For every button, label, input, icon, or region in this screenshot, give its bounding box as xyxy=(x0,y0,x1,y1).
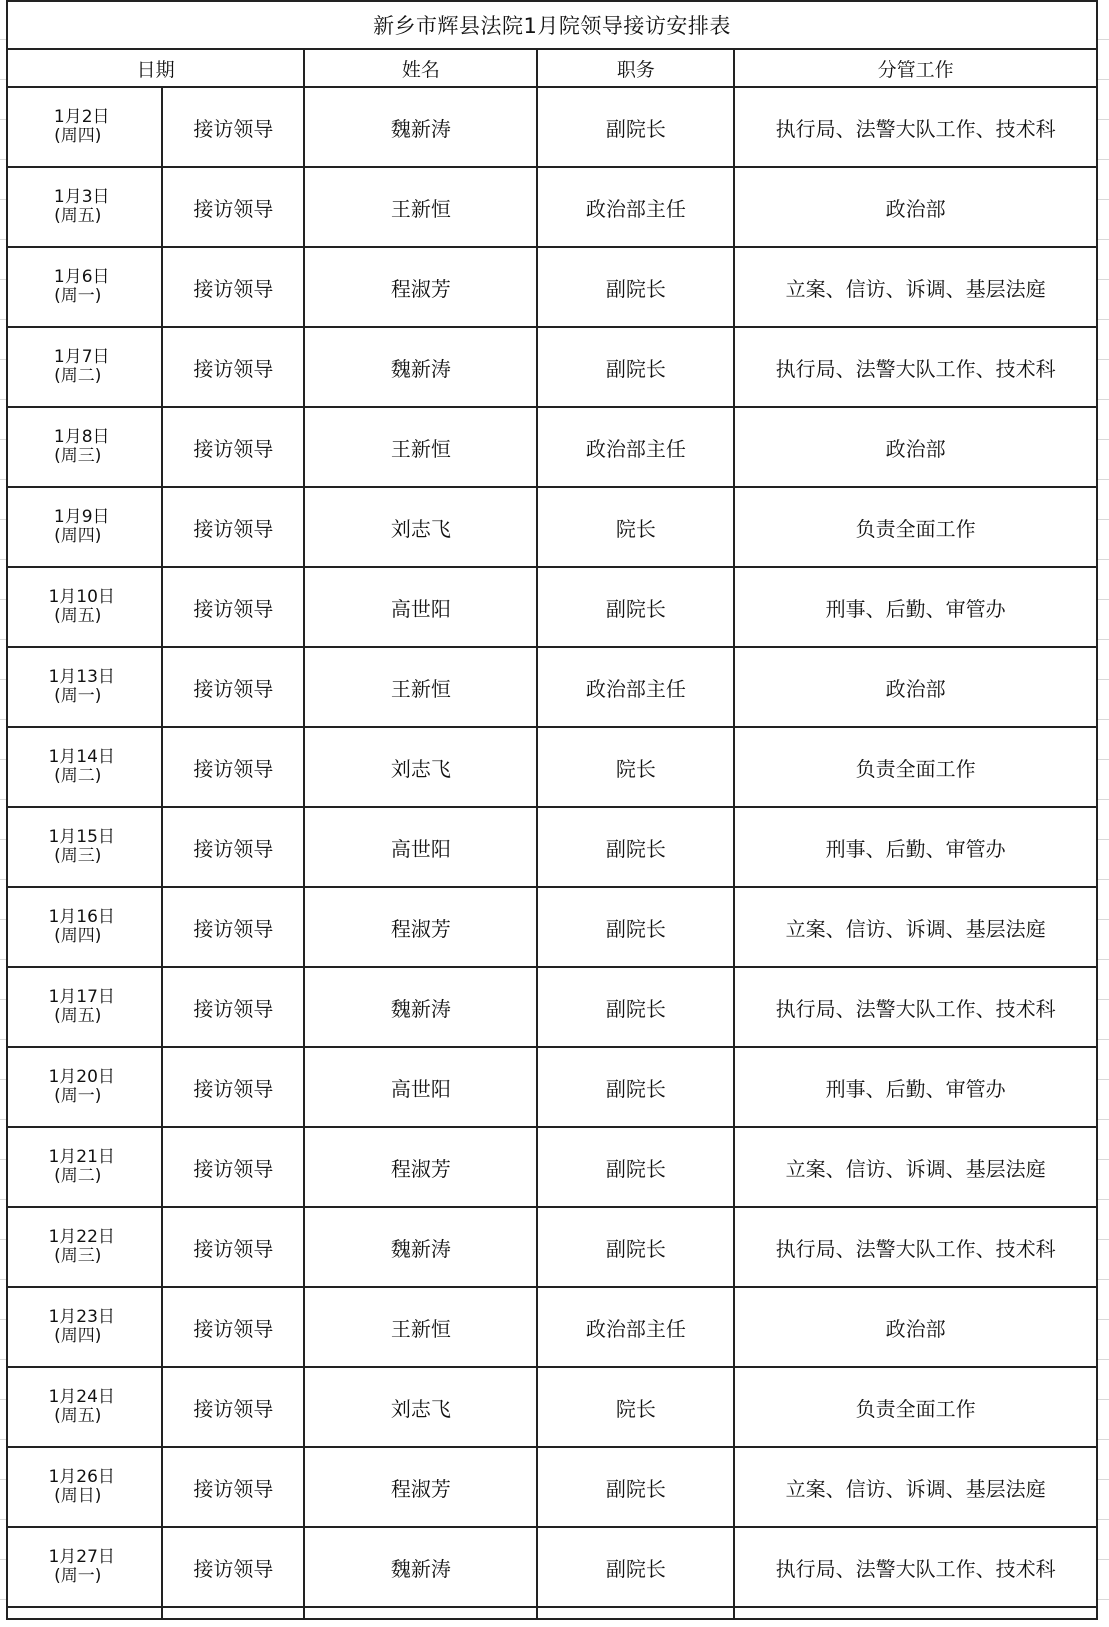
position-cell: 副院长 xyxy=(537,327,734,407)
date-text: 1月7日 xyxy=(53,347,110,367)
date-cell xyxy=(7,1527,162,1607)
name-cell: 刘志飞 xyxy=(304,487,537,567)
weekday-text: (周二) xyxy=(54,766,102,786)
weekday-text: (周四) xyxy=(54,526,102,546)
date-cell xyxy=(7,967,162,1047)
position-cell: 副院长 xyxy=(537,807,734,887)
weekday-text: (周五) xyxy=(54,1006,102,1026)
table-title: 新乡市辉县法院1月院领导接访安排表 xyxy=(7,1,1097,49)
duties-cell: 执行局、法警大队工作、技术科 xyxy=(734,327,1097,407)
duties-cell: 政治部 xyxy=(734,1287,1097,1367)
duties-cell: 刑事、后勤、审管办 xyxy=(734,567,1097,647)
date-text: 1月10日 xyxy=(48,587,115,607)
date-cell xyxy=(7,1367,162,1447)
role-cell: 接访领导 xyxy=(162,167,304,247)
date-text: 1月22日 xyxy=(48,1227,115,1247)
duties-cell: 政治部 xyxy=(734,407,1097,487)
weekday-text: (周二) xyxy=(54,1166,102,1186)
date-text: 1月8日 xyxy=(53,427,110,447)
date-text: 1月15日 xyxy=(48,827,115,847)
name-cell: 程淑芳 xyxy=(304,1447,537,1527)
table-row xyxy=(7,1527,1097,1607)
date-cell xyxy=(7,807,162,887)
duties-cell: 执行局、法警大队工作、技术科 xyxy=(734,87,1097,167)
table-row xyxy=(7,807,1097,887)
position-cell: 副院长 xyxy=(537,1127,734,1207)
position-cell: 政治部主任 xyxy=(537,647,734,727)
duties-cell: 负责全面工作 xyxy=(734,727,1097,807)
table-row xyxy=(7,1127,1097,1207)
role-cell: 接访领导 xyxy=(162,1127,304,1207)
role-cell: 接访领导 xyxy=(162,87,304,167)
name-cell: 魏新涛 xyxy=(304,967,537,1047)
table-row xyxy=(7,407,1097,487)
name-cell: 王新恒 xyxy=(304,167,537,247)
weekday-text: (周四) xyxy=(54,926,102,946)
weekday-text: (周二) xyxy=(54,366,102,386)
duties-cell: 立案、信访、诉调、基层法庭 xyxy=(734,1127,1097,1207)
weekday-text: (周五) xyxy=(54,1406,102,1426)
duties-cell: 执行局、法警大队工作、技术科 xyxy=(734,967,1097,1047)
name-cell: 王新恒 xyxy=(304,647,537,727)
duties-cell: 刑事、后勤、审管办 xyxy=(734,1047,1097,1127)
date-text: 1月20日 xyxy=(48,1067,115,1087)
date-text: 1月13日 xyxy=(48,667,115,687)
name-cell: 刘志飞 xyxy=(304,727,537,807)
date-text: 1月23日 xyxy=(48,1307,115,1327)
weekday-text: (周日) xyxy=(54,1486,102,1506)
table-row xyxy=(7,727,1097,807)
weekday-text: (周一) xyxy=(54,1566,102,1586)
table-row xyxy=(7,567,1097,647)
trailing-row xyxy=(7,1607,1097,1619)
weekday-text: (周一) xyxy=(54,686,102,706)
role-cell: 接访领导 xyxy=(162,1047,304,1127)
duties-cell: 立案、信访、诉调、基层法庭 xyxy=(734,1447,1097,1527)
date-cell xyxy=(7,1447,162,1527)
duties-cell: 政治部 xyxy=(734,647,1097,727)
position-cell: 副院长 xyxy=(537,967,734,1047)
header-name: 姓名 xyxy=(304,49,537,87)
name-cell: 高世阳 xyxy=(304,1047,537,1127)
date-text: 1月26日 xyxy=(48,1467,115,1487)
weekday-text: (周三) xyxy=(54,446,102,466)
date-cell xyxy=(7,327,162,407)
date-cell xyxy=(7,567,162,647)
schedule-rows xyxy=(7,87,1097,1607)
weekday-text: (周三) xyxy=(54,846,102,866)
table-row xyxy=(7,87,1097,167)
title-row xyxy=(7,1,1097,49)
name-cell: 程淑芳 xyxy=(304,887,537,967)
table-row xyxy=(7,1447,1097,1527)
position-cell: 院长 xyxy=(537,1367,734,1447)
role-cell: 接访领导 xyxy=(162,727,304,807)
name-cell: 魏新涛 xyxy=(304,1527,537,1607)
duties-cell: 立案、信访、诉调、基层法庭 xyxy=(734,887,1097,967)
date-text: 1月6日 xyxy=(53,267,110,287)
name-cell: 魏新涛 xyxy=(304,1207,537,1287)
date-cell xyxy=(7,167,162,247)
name-cell: 高世阳 xyxy=(304,567,537,647)
weekday-text: (周三) xyxy=(54,1246,102,1266)
table-row xyxy=(7,247,1097,327)
position-cell: 政治部主任 xyxy=(537,167,734,247)
role-cell: 接访领导 xyxy=(162,327,304,407)
role-cell: 接访领导 xyxy=(162,487,304,567)
role-cell: 接访领导 xyxy=(162,247,304,327)
position-cell: 政治部主任 xyxy=(537,407,734,487)
date-cell xyxy=(7,487,162,567)
position-cell: 副院长 xyxy=(537,1047,734,1127)
date-cell xyxy=(7,1047,162,1127)
position-cell: 副院长 xyxy=(537,887,734,967)
table-row xyxy=(7,327,1097,407)
table-row xyxy=(7,1367,1097,1447)
date-cell xyxy=(7,1207,162,1287)
duties-cell: 执行局、法警大队工作、技术科 xyxy=(734,1527,1097,1607)
date-cell xyxy=(7,1127,162,1207)
role-cell: 接访领导 xyxy=(162,807,304,887)
date-text: 1月17日 xyxy=(48,987,115,1007)
date-cell xyxy=(7,647,162,727)
date-cell xyxy=(7,247,162,327)
header-row xyxy=(7,49,1097,87)
name-cell: 程淑芳 xyxy=(304,247,537,327)
weekday-text: (周一) xyxy=(54,286,102,306)
role-cell: 接访领导 xyxy=(162,647,304,727)
table-row xyxy=(7,647,1097,727)
position-cell: 副院长 xyxy=(537,567,734,647)
position-cell: 政治部主任 xyxy=(537,1287,734,1367)
weekday-text: (周一) xyxy=(54,1086,102,1106)
role-cell: 接访领导 xyxy=(162,967,304,1047)
position-cell: 副院长 xyxy=(537,1207,734,1287)
table-row xyxy=(7,967,1097,1047)
role-cell: 接访领导 xyxy=(162,887,304,967)
role-cell: 接访领导 xyxy=(162,1287,304,1367)
date-text: 1月9日 xyxy=(53,507,110,527)
name-cell: 魏新涛 xyxy=(304,327,537,407)
date-text: 1月24日 xyxy=(48,1387,115,1407)
table-row xyxy=(7,167,1097,247)
date-text: 1月14日 xyxy=(48,747,115,767)
weekday-text: (周五) xyxy=(54,606,102,626)
table-row xyxy=(7,487,1097,567)
header-date: 日期 xyxy=(7,49,304,87)
date-text: 1月3日 xyxy=(53,187,110,207)
date-text: 1月21日 xyxy=(48,1147,115,1167)
date-cell xyxy=(7,87,162,167)
date-text: 1月16日 xyxy=(48,907,115,927)
position-cell: 院长 xyxy=(537,487,734,567)
position-cell: 副院长 xyxy=(537,87,734,167)
duties-cell: 执行局、法警大队工作、技术科 xyxy=(734,1207,1097,1287)
header-duties: 分管工作 xyxy=(734,49,1097,87)
role-cell: 接访领导 xyxy=(162,1527,304,1607)
table-row xyxy=(7,887,1097,967)
duties-cell: 负责全面工作 xyxy=(734,487,1097,567)
role-cell: 接访领导 xyxy=(162,407,304,487)
role-cell: 接访领导 xyxy=(162,1367,304,1447)
name-cell: 高世阳 xyxy=(304,807,537,887)
weekday-text: (周五) xyxy=(54,206,102,226)
date-text: 1月2日 xyxy=(53,107,110,127)
name-cell: 王新恒 xyxy=(304,407,537,487)
weekday-text: (周四) xyxy=(54,1326,102,1346)
duties-cell: 立案、信访、诉调、基层法庭 xyxy=(734,247,1097,327)
role-cell: 接访领导 xyxy=(162,1207,304,1287)
date-cell xyxy=(7,407,162,487)
position-cell: 副院长 xyxy=(537,247,734,327)
position-cell: 院长 xyxy=(537,727,734,807)
duties-cell: 负责全面工作 xyxy=(734,1367,1097,1447)
duties-cell: 政治部 xyxy=(734,167,1097,247)
name-cell: 程淑芳 xyxy=(304,1127,537,1207)
table-row xyxy=(7,1207,1097,1287)
date-text: 1月27日 xyxy=(48,1547,115,1567)
name-cell: 刘志飞 xyxy=(304,1367,537,1447)
position-cell: 副院长 xyxy=(537,1447,734,1527)
date-cell xyxy=(7,1287,162,1367)
table-row xyxy=(7,1047,1097,1127)
duties-cell: 刑事、后勤、审管办 xyxy=(734,807,1097,887)
name-cell: 王新恒 xyxy=(304,1287,537,1367)
header-position: 职务 xyxy=(537,49,734,87)
date-cell xyxy=(7,727,162,807)
position-cell: 副院长 xyxy=(537,1527,734,1607)
role-cell: 接访领导 xyxy=(162,567,304,647)
role-cell: 接访领导 xyxy=(162,1447,304,1527)
date-cell xyxy=(7,887,162,967)
weekday-text: (周四) xyxy=(54,126,102,146)
reception-schedule-table xyxy=(6,0,1098,1620)
name-cell: 魏新涛 xyxy=(304,87,537,167)
table-row xyxy=(7,1287,1097,1367)
